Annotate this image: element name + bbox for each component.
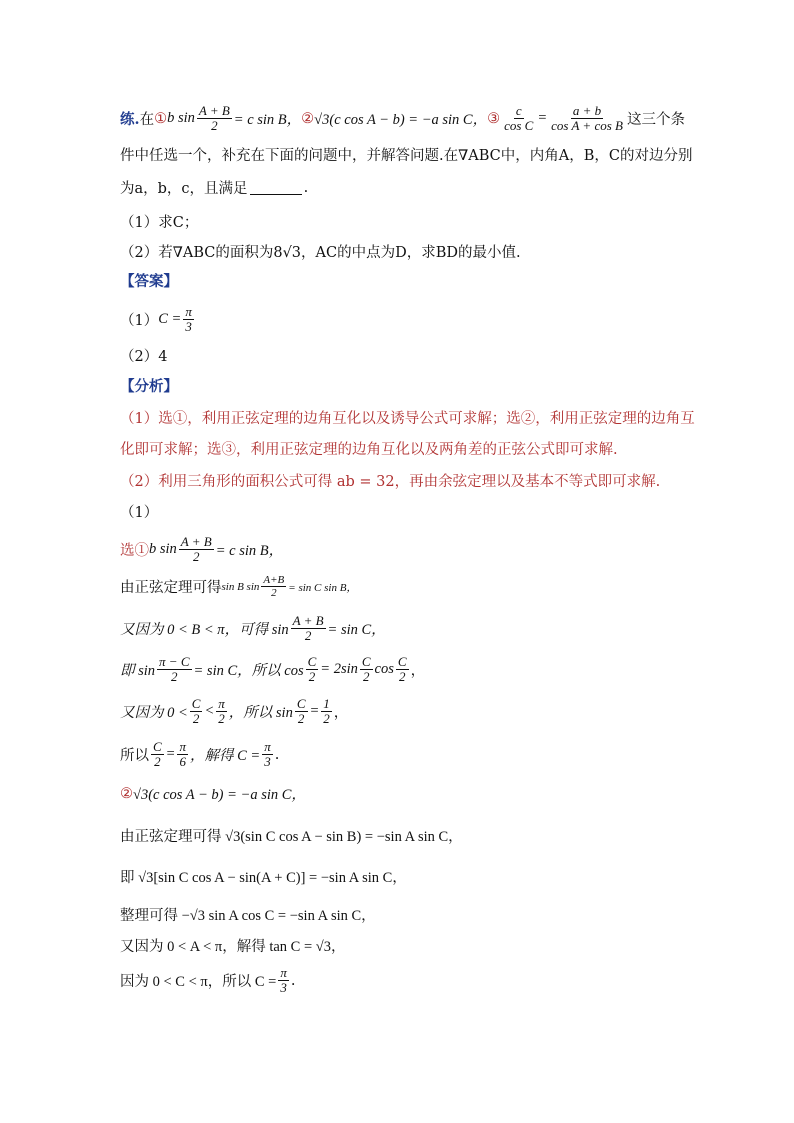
solution-step-5-end: ， (333, 705, 349, 722)
solution-step-11: 又因为 0 < A < π，解得 tan C = √3， (120, 939, 346, 955)
solution-step-5-fraction-2: $\frac{\pi}{2}$ (218, 696, 225, 727)
answer-1 (120, 305, 196, 335)
answer-1-lhs: C = (158, 311, 182, 328)
solution-step-4-end: ， (410, 663, 426, 680)
solution-step-3 (120, 614, 386, 644)
condition-3-fraction-1: $\frac{c}{\text{cos C}}$ (504, 103, 534, 134)
solution-step-6-fraction-2: $\frac{\pi}{6}$ (179, 739, 186, 770)
solution-step-4-fraction-2: $\frac{C}{2}$ (307, 654, 317, 685)
solution-step-10: 整理可得 −√3 sin A cos C = −sin A sin C， (120, 908, 376, 924)
answer-header: 【答案】 (120, 273, 178, 290)
analysis-p3: （1） (120, 505, 159, 521)
problem-label: 练. (120, 111, 140, 129)
analysis-p1-line1: （1）选①，利用正弦定理的边角互化以及诱导公式可求解；选②，利用正弦定理的边角互 (120, 411, 695, 427)
problem-line-2: 件中任选一个，补充在下面的问题中，并解答问题.在∇ABC中，内角A，B，C的对边分别 (120, 148, 693, 164)
solution-step-2 (120, 574, 357, 599)
solution-step-8: 由正弦定理可得 √3(sin C cos A − sin B) = −sin A sin C， (120, 829, 463, 845)
answer-1-prefix: （1） (120, 313, 159, 330)
condition-1-fraction: $\frac{A + B}{2}$ (198, 103, 230, 134)
solution-step-6-prefix: 所以 (120, 748, 149, 765)
solution-step-7-expr: √3(c cos A − b) = −a sin C， (133, 787, 306, 803)
solution-step-2-prefix: 由正弦定理可得 (120, 580, 222, 597)
answer-blank (250, 180, 302, 195)
solution-step-4-mid2: = 2sin (320, 661, 358, 678)
condition-2-expr: √3(c cos A − b) = −a sin C， (314, 112, 488, 129)
solution-step-6 (120, 740, 279, 770)
solution-step-6-mid2: ，解得 C = (189, 748, 261, 765)
solution-step-7 (120, 783, 306, 804)
condition-2-mark: ② (301, 110, 315, 127)
solution-step-4-fraction-3: $\frac{C}{2}$ (361, 654, 371, 685)
problem-line-3 (120, 177, 308, 198)
condition-1-lhs: b sin (167, 110, 195, 127)
answer-1-fraction: $\frac{\pi}{3}$ (185, 304, 192, 335)
analysis-header: 【分析】 (120, 378, 178, 395)
solution-step-1-rhs: = c sin B， (215, 543, 284, 560)
analysis-p2: （2）利用三角形的面积公式可得 ab = 32，再由余弦定理以及基本不等式即可求解. (120, 474, 661, 490)
solution-step-4-prefix: 即 sin (120, 663, 156, 680)
problem-line-1-tail: 这三个条 (626, 112, 685, 129)
solution-step-3-prefix: 又因为 0 < B < π，可得 sin (120, 622, 289, 639)
solution-step-1-prefix: 选① (120, 543, 149, 560)
solution-step-12-end: . (290, 972, 296, 989)
analysis-p1-line2: 化即可求解；选③，利用正弦定理的边角互化以及两角差的正弦公式即可求解. (120, 442, 618, 458)
solution-step-4 (120, 655, 425, 685)
condition-1-mark: ① (154, 110, 168, 127)
solution-step-1-lhs: b sin (149, 541, 177, 558)
question-1: （1）求C； (120, 215, 199, 231)
problem-line-3-text: 为a，b，c，且满足 (120, 181, 248, 197)
solution-step-2-rhs: = sin C sin B， (288, 581, 358, 594)
solution-step-6-end: . (274, 746, 280, 763)
answer-2: （2）4 (120, 349, 168, 365)
solution-step-6-fraction-3: $\frac{\pi}{3}$ (264, 739, 271, 770)
solution-step-1 (120, 535, 283, 565)
solution-step-5-mid2: ，所以 sin (228, 705, 293, 722)
solution-step-3-rhs: = sin C， (327, 622, 386, 639)
condition-3-fraction-2: $\frac{a + b}{\text{cos A + cos B}}$ (551, 103, 623, 134)
condition-3-mark: ③ (487, 110, 501, 127)
condition-3-eq: = (537, 110, 548, 127)
solution-step-5-fraction-3: $\frac{C}{2}$ (296, 696, 306, 727)
solution-step-6-mid: = (165, 746, 176, 763)
solution-step-5-fraction-4: $\frac{1}{2}$ (323, 696, 330, 727)
solution-step-12-fraction: $\frac{\pi}{3}$ (280, 965, 287, 996)
solution-step-6-fraction-1: $\frac{C}{2}$ (153, 739, 162, 770)
solution-step-2-fraction: $\frac{A+B}{2}$ (263, 574, 285, 600)
problem-line-3-end: . (303, 179, 309, 196)
solution-step-12 (120, 966, 295, 996)
solution-step-9: 即 √3[sin C cos A − sin(A + C)] = −sin A sin C， (120, 870, 407, 886)
solution-step-4-mid3: cos (374, 661, 394, 678)
problem-intro: 在 (139, 112, 155, 129)
solution-step-5-prefix: 又因为 0 < (120, 705, 188, 722)
question-2: （2）若∇ABC的面积为8√3，AC的中点为D，求BD的最小值. (120, 245, 521, 261)
solution-step-5 (120, 697, 348, 727)
solution-step-5-mid: < (204, 703, 215, 720)
condition-1-rhs: = c sin B， (233, 112, 302, 129)
solution-step-7-mark: ② (120, 785, 133, 802)
solution-step-4-fraction-4: $\frac{C}{2}$ (397, 654, 407, 685)
solution-step-4-mid: = sin C，所以 cos (193, 663, 304, 680)
problem-line-1 (120, 104, 685, 134)
solution-step-4-fraction-1: $\frac{\pi - C}{2}$ (159, 654, 190, 685)
solution-step-5-mid3: = (309, 703, 320, 720)
solution-step-1-fraction: $\frac{A + B}{2}$ (180, 534, 212, 565)
solution-step-2-lhs: sin B sin (221, 580, 260, 593)
solution-step-3-fraction: $\frac{A + B}{2}$ (292, 613, 324, 644)
solution-step-12-prefix: 因为 0 < C < π，所以 C = (120, 974, 277, 991)
solution-step-5-fraction-1: $\frac{C}{2}$ (191, 696, 201, 727)
